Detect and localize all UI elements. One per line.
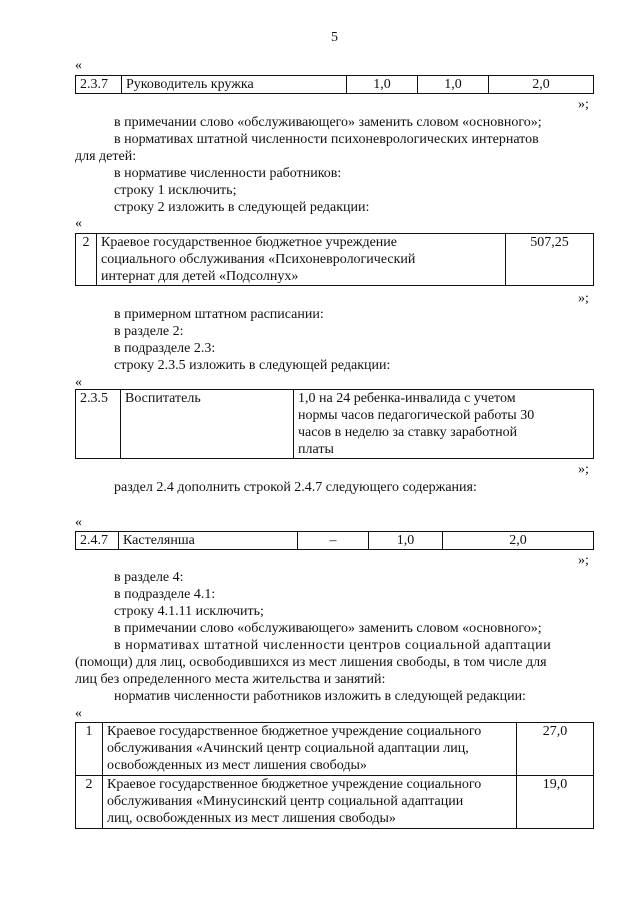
row-name-line: интернат для детей «Подсолнух»	[101, 269, 299, 284]
row-description	[294, 390, 594, 459]
close-quote: »;	[578, 291, 589, 306]
close-quote: »;	[578, 553, 589, 568]
table-2-4-7	[75, 531, 594, 550]
paragraph-line: строку 2 изложить в следующей редакции:	[114, 200, 370, 215]
row-value: 27,0	[517, 723, 594, 776]
row-value-2: 1,0	[369, 532, 443, 550]
paragraph-line: в подразделе 4.1:	[114, 587, 216, 602]
paragraph-line: для детей:	[75, 149, 137, 164]
row-name-line: освобожденных из мест лишения свободы»	[107, 758, 367, 773]
row-name-line: Краевое государственное бюджетное учреждение социального	[107, 724, 482, 739]
table-row	[76, 234, 594, 286]
paragraph-line: в разделе 4:	[114, 570, 184, 585]
paragraph-line: в примечании слово «обслуживающего» заменить словом «основного»;	[114, 621, 542, 636]
row-description-line: нормы часов педагогической работы 30	[298, 408, 535, 423]
row-value-3: 2,0	[443, 532, 594, 550]
row-description-line: платы	[298, 442, 334, 457]
table-row	[76, 532, 594, 550]
row-num: 2	[76, 234, 97, 286]
row-name	[97, 234, 506, 286]
paragraph-line: в примечании слово «обслуживающего» заменить словом «основного»;	[114, 115, 542, 130]
row-name-line: социального обслуживания «Психоневрологический	[101, 252, 416, 267]
paragraph-line: в подразделе 2.3:	[114, 341, 216, 356]
row-value-3: 2,0	[489, 76, 594, 94]
paragraph-line: строку 4.1.11 исключить;	[114, 604, 264, 619]
table-row	[76, 723, 594, 776]
row-code: 2.4.7	[76, 532, 119, 550]
row-name: Кастелянша	[119, 532, 298, 550]
row-code: 2.3.7	[76, 76, 122, 94]
row-code: 2.3.5	[76, 390, 121, 459]
paragraph-line: в нормативах штатной численности психоневрологических интернатов	[114, 132, 539, 147]
row-name: Воспитатель	[121, 390, 294, 459]
open-quote: «	[75, 515, 82, 530]
open-quote: «	[75, 216, 82, 231]
page-number: 5	[331, 30, 338, 45]
paragraph-line: строку 2.3.5 изложить в следующей редакции:	[114, 358, 391, 373]
paragraph-line: строку 1 исключить;	[114, 183, 237, 198]
row-name	[103, 776, 517, 829]
table-2-3-7	[75, 75, 594, 94]
paragraph-line: (помощи) для лиц, освободившихся из мест лишения свободы, в том числе для	[75, 655, 547, 670]
paragraph-line-justified	[114, 131, 592, 148]
row-value: 507,25	[506, 234, 594, 286]
row-value: 19,0	[517, 776, 594, 829]
table-internat	[75, 233, 594, 286]
close-quote: »;	[578, 97, 589, 112]
row-value-1: –	[298, 532, 369, 550]
table-row	[76, 776, 594, 829]
row-name-line: Краевое государственное бюджетное учреждение	[101, 235, 397, 250]
table-row	[76, 390, 594, 459]
row-num: 2	[76, 776, 103, 829]
paragraph-line: в нормативе численности работников:	[114, 166, 342, 181]
paragraph-line: лиц без определенного места жительства и занятий:	[75, 672, 386, 687]
row-description-line: 1,0 на 24 ребенка-инвалида с учетом	[298, 391, 516, 406]
open-quote: «	[75, 706, 82, 721]
table-2-3-5	[75, 389, 594, 459]
row-name-line: Краевое государственное бюджетное учреждение социального	[107, 777, 482, 792]
row-value-1: 1,0	[347, 76, 418, 94]
open-quote: «	[75, 58, 82, 73]
row-name-line: обслуживания «Минусинский центр социальной адаптации	[107, 794, 464, 809]
paragraph-line: в нормативах штатной численности центров социальной адаптации	[114, 638, 552, 653]
row-name-line: обслуживания «Ачинский центр социальной адаптации лиц,	[107, 741, 469, 756]
row-name	[103, 723, 517, 776]
paragraph-line: в примерном штатном расписании:	[114, 307, 324, 322]
paragraph-line: норматив численности работников изложить в следующей редакции:	[114, 689, 526, 704]
row-num: 1	[76, 723, 103, 776]
paragraph-line: раздел 2.4 дополнить строкой 2.4.7 следующего содержания:	[114, 480, 477, 495]
row-name: Руководитель кружка	[122, 76, 347, 94]
paragraph-line: в разделе 2:	[114, 324, 184, 339]
open-quote: «	[75, 375, 82, 390]
table-adaptation-centers	[75, 722, 594, 829]
table-row	[76, 76, 594, 94]
row-description-line: часов в неделю за ставку заработной	[298, 425, 518, 440]
row-value-2: 1,0	[418, 76, 489, 94]
row-name-line: лиц, освобожденных из мест лишения свободы»	[107, 811, 396, 826]
close-quote: »;	[578, 462, 589, 477]
